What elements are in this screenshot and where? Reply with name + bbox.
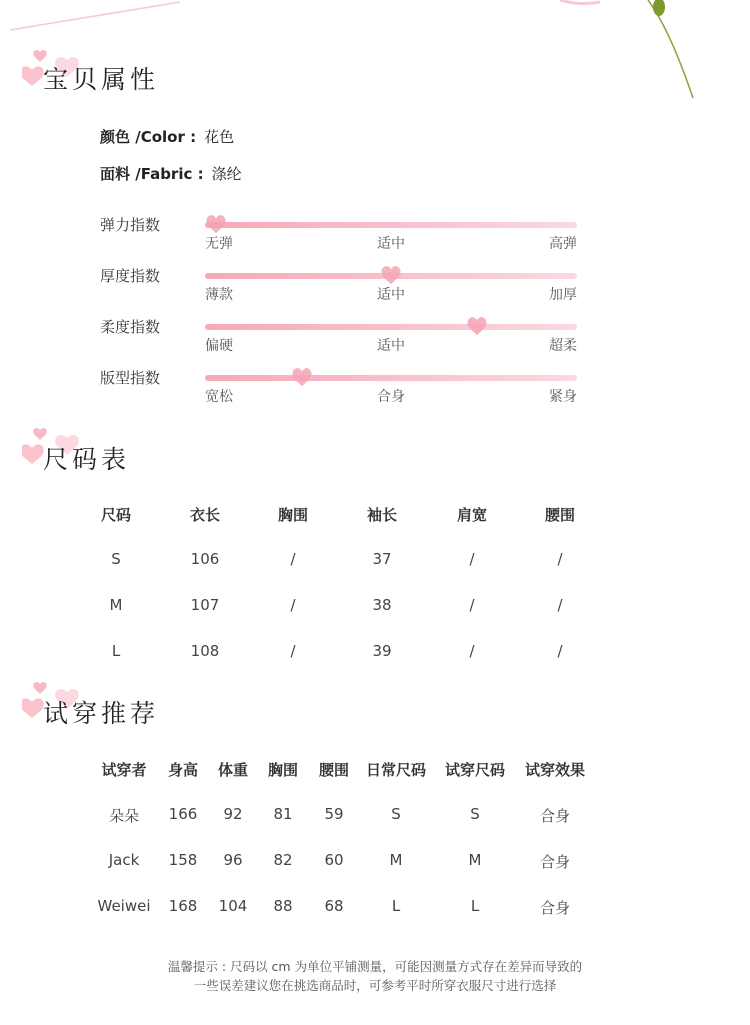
table-cell: S <box>111 550 121 568</box>
table-cell: 88 <box>273 897 293 915</box>
table-header-cell: 试穿尺码 <box>444 761 506 779</box>
table-header-cell: 腰围 <box>544 506 576 524</box>
table-cell: 108 <box>190 642 220 660</box>
table-cell: 合身 <box>539 853 571 871</box>
table-cell: S <box>470 805 480 823</box>
fabric-attribute <box>100 163 242 184</box>
table-cell: M <box>389 851 403 869</box>
index-bar <box>205 324 577 330</box>
fabric-label: 面料 /Fabric : <box>100 165 204 183</box>
table-cell: L <box>470 897 480 915</box>
table-cell: 168 <box>168 897 198 915</box>
table-cell: 朵朵 <box>108 807 140 825</box>
table-cell: 82 <box>273 851 293 869</box>
index-mid-label: 合身 <box>377 389 405 405</box>
table-cell: 39 <box>372 642 392 660</box>
table-cell: S <box>391 805 401 823</box>
index-high-label: 高弹 <box>549 236 577 252</box>
table-header-cell: 尺码 <box>100 506 132 524</box>
footer-line-1: 温馨提示 : 尺码以 cm 为单位平铺测量，可能因测量方式存在差异而导致的 <box>167 959 583 974</box>
tryon-title: 试穿推荐 <box>43 699 160 728</box>
table-cell: 104 <box>218 897 248 915</box>
index-high-label: 超柔 <box>549 338 577 354</box>
table-cell: / <box>469 550 475 568</box>
index-low-label: 宽松 <box>205 389 233 405</box>
footer-note <box>0 957 750 995</box>
table-header-cell: 肩宽 <box>456 506 488 524</box>
color-value: 花色 <box>204 128 235 146</box>
index-label: 版型指数 <box>100 369 161 387</box>
table-cell: M <box>468 851 482 869</box>
table-cell: / <box>557 550 563 568</box>
heart-marker-icon <box>380 265 402 285</box>
heart-marker-icon <box>291 367 313 387</box>
table-cell: / <box>469 642 475 660</box>
index-low-label: 偏硬 <box>205 338 233 354</box>
table-header-cell: 体重 <box>217 761 249 779</box>
color-attribute <box>100 126 234 147</box>
table-header-cell: 袖长 <box>366 506 398 524</box>
table-header-cell: 腰围 <box>318 761 350 779</box>
index-bar <box>205 273 577 279</box>
heart-marker-icon <box>466 316 488 336</box>
table-header-cell: 试穿效果 <box>524 761 586 779</box>
index-bar <box>205 222 577 228</box>
index-label: 柔度指数 <box>100 318 161 336</box>
table-cell: / <box>557 642 563 660</box>
table-cell: M <box>109 596 123 614</box>
index-mid-label: 适中 <box>377 287 405 303</box>
table-header-cell: 胸围 <box>277 506 309 524</box>
table-cell: / <box>557 596 563 614</box>
index-mid-label: 适中 <box>377 338 405 354</box>
size-table-title: 尺码表 <box>43 445 131 474</box>
table-header-cell: 身高 <box>167 761 199 779</box>
table-cell: 68 <box>324 897 344 915</box>
index-low-label: 薄款 <box>205 287 233 303</box>
table-cell: 合身 <box>539 807 571 825</box>
index-label: 厚度指数 <box>100 267 161 285</box>
table-cell: 60 <box>324 851 344 869</box>
table-header-cell: 衣长 <box>189 506 221 524</box>
table-cell: 166 <box>168 805 198 823</box>
table-cell: 81 <box>273 805 293 823</box>
table-cell: L <box>111 642 121 660</box>
table-cell: 92 <box>223 805 243 823</box>
table-cell: 106 <box>190 550 220 568</box>
table-header-cell: 试穿者 <box>101 761 147 779</box>
table-cell: Weiwei <box>97 897 151 915</box>
table-cell: 合身 <box>539 899 571 917</box>
table-header-cell: 胸围 <box>267 761 299 779</box>
index-low-label: 无弹 <box>205 236 233 252</box>
table-cell: 107 <box>190 596 220 614</box>
footer-line-2: 一些误差建议您在挑选商品时，可参考平时所穿衣服尺寸进行选择 <box>193 978 557 993</box>
index-bar <box>205 375 577 381</box>
table-cell: / <box>290 550 296 568</box>
attributes-title: 宝贝属性 <box>43 65 160 94</box>
color-label: 颜色 /Color : <box>100 128 197 146</box>
fabric-value: 涤纶 <box>211 165 242 183</box>
heart-marker-icon <box>205 214 227 234</box>
table-cell: 38 <box>372 596 392 614</box>
table-cell: L <box>391 897 401 915</box>
table-cell: 59 <box>324 805 344 823</box>
table-cell: / <box>290 642 296 660</box>
table-cell: 37 <box>372 550 392 568</box>
index-label: 弹力指数 <box>100 216 161 234</box>
index-high-label: 紧身 <box>549 389 577 405</box>
table-header-cell: 日常尺码 <box>365 761 427 779</box>
table-cell: / <box>290 596 296 614</box>
table-cell: 158 <box>168 851 198 869</box>
table-cell: / <box>469 596 475 614</box>
table-cell: Jack <box>108 851 140 869</box>
index-high-label: 加厚 <box>549 287 577 303</box>
table-cell: 96 <box>223 851 243 869</box>
index-mid-label: 适中 <box>377 236 405 252</box>
